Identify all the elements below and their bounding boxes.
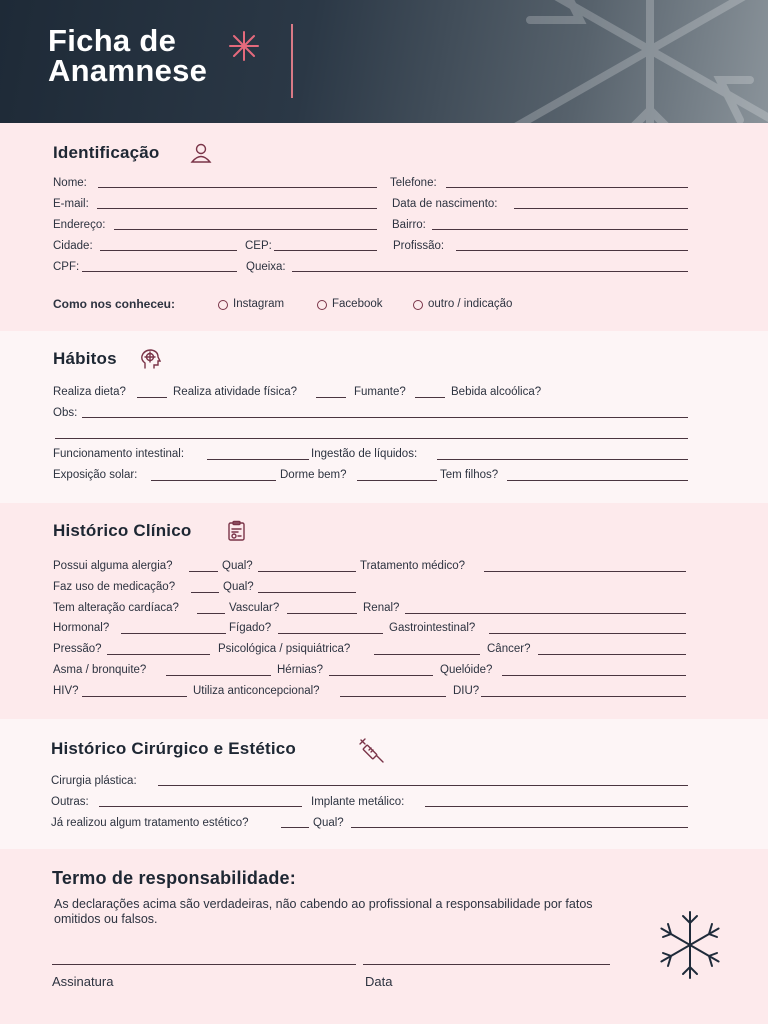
field-endereco[interactable] xyxy=(114,229,377,230)
field-dieta[interactable] xyxy=(137,397,167,398)
label-como-conheceu: Como nos conheceu: xyxy=(53,297,176,311)
label-hernias: Hérnias? xyxy=(277,664,324,676)
label-estetico: Já realizou algum tratamento estético? xyxy=(51,817,249,829)
label-dorme: Dorme bem? xyxy=(280,469,347,481)
head-brain-icon xyxy=(139,348,161,370)
label-liquidos: Ingestão de líquidos: xyxy=(311,448,418,460)
field-atividade[interactable] xyxy=(316,397,346,398)
label-queixa: Queixa: xyxy=(246,261,286,273)
field-hiv[interactable] xyxy=(82,696,187,697)
label-profissao: Profissão: xyxy=(393,240,445,252)
label-nascimento: Data de nascimento: xyxy=(392,198,498,210)
label-figado: Fígado? xyxy=(229,622,272,634)
field-renal[interactable] xyxy=(405,613,686,614)
field-tratamento[interactable] xyxy=(484,571,686,572)
label-qual-1: Qual? xyxy=(222,560,253,572)
section-title: Termo de responsabilidade: xyxy=(52,868,296,888)
label-atividade: Realiza atividade física? xyxy=(173,386,298,398)
label-bebida: Bebida alcoólica? xyxy=(451,386,542,398)
radio-outro[interactable] xyxy=(413,300,423,310)
field-telefone[interactable] xyxy=(446,187,688,188)
field-figado[interactable] xyxy=(278,633,383,634)
label-obs: Obs: xyxy=(53,407,78,419)
label-endereco: Endereço: xyxy=(53,219,106,231)
label-pressao: Pressão? xyxy=(53,643,102,655)
label-cpf: CPF: xyxy=(53,261,80,273)
label-fumante: Fumante? xyxy=(354,386,406,398)
field-medicacao[interactable] xyxy=(191,592,219,593)
field-bairro[interactable] xyxy=(432,229,688,230)
label-tratamento: Tratamento médico? xyxy=(360,560,466,572)
field-implante[interactable] xyxy=(425,806,688,807)
field-solar[interactable] xyxy=(151,480,276,481)
radio-instagram[interactable] xyxy=(218,300,228,310)
field-obs-2[interactable] xyxy=(55,438,688,439)
terms-text: As declarações acima são verdadeiras, não cabendo ao profissional a responsabilidade por fatos omitidos ou falsos. xyxy=(54,897,593,926)
clipboard-icon xyxy=(226,520,248,542)
title-line-2: Anamnese xyxy=(48,53,208,88)
field-cardiaca[interactable] xyxy=(197,613,225,614)
field-email[interactable] xyxy=(97,208,377,209)
label-qual-2: Qual? xyxy=(223,581,254,593)
field-cep[interactable] xyxy=(274,250,377,251)
field-qual-2[interactable] xyxy=(258,592,356,593)
field-queloide[interactable] xyxy=(502,675,686,676)
label-qual: Qual? xyxy=(313,817,344,829)
label-cancer: Câncer? xyxy=(487,643,531,655)
field-qual[interactable] xyxy=(351,827,688,828)
field-cpf[interactable] xyxy=(82,271,237,272)
label-renal: Renal? xyxy=(363,602,400,614)
option-outro: outro / indicação xyxy=(428,298,513,310)
label-cardiaca: Tem alteração cardíaca? xyxy=(53,602,179,614)
field-liquidos[interactable] xyxy=(437,459,688,460)
field-fumante[interactable] xyxy=(415,397,445,398)
title-divider xyxy=(291,24,293,98)
field-asma[interactable] xyxy=(166,675,271,676)
field-pressao[interactable] xyxy=(107,654,210,655)
asterisk-star-icon xyxy=(228,30,260,62)
syringe-icon xyxy=(358,737,386,765)
label-plastica: Cirurgia plástica: xyxy=(51,775,137,787)
snowflake-icon xyxy=(655,910,725,980)
field-vascular[interactable] xyxy=(287,613,357,614)
field-assinatura[interactable] xyxy=(52,964,356,965)
field-cidade[interactable] xyxy=(100,250,237,251)
label-telefone: Telefone: xyxy=(390,177,437,189)
field-qual-1[interactable] xyxy=(258,571,356,572)
field-filhos[interactable] xyxy=(507,480,688,481)
field-obs[interactable] xyxy=(82,417,688,418)
label-vascular: Vascular? xyxy=(229,602,280,614)
field-intestinal[interactable] xyxy=(207,459,309,460)
section-title: Hábitos xyxy=(53,349,117,368)
field-hormonal[interactable] xyxy=(121,633,226,634)
section-historico-cirurgico xyxy=(0,719,768,849)
snowflake-icon xyxy=(490,0,768,123)
label-nome: Nome: xyxy=(53,177,87,189)
label-filhos: Tem filhos? xyxy=(440,469,499,481)
field-nome[interactable] xyxy=(98,187,377,188)
field-gastro[interactable] xyxy=(489,633,686,634)
label-data: Data xyxy=(365,974,393,989)
label-intestinal: Funcionamento intestinal: xyxy=(53,448,185,460)
header-banner xyxy=(0,0,768,123)
label-anticoncepcional: Utiliza anticoncepcional? xyxy=(193,685,320,697)
field-data[interactable] xyxy=(363,964,610,965)
field-hernias[interactable] xyxy=(329,675,433,676)
field-dorme[interactable] xyxy=(357,480,437,481)
field-outras[interactable] xyxy=(99,806,302,807)
title-line-1: Ficha de xyxy=(48,23,177,58)
person-icon xyxy=(190,142,212,164)
field-plastica[interactable] xyxy=(158,785,688,786)
label-hormonal: Hormonal? xyxy=(53,622,110,634)
label-cep: CEP: xyxy=(245,240,272,252)
section-title: Identificação xyxy=(53,143,160,162)
field-nascimento[interactable] xyxy=(514,208,688,209)
field-estetico[interactable] xyxy=(281,827,309,828)
field-anticoncepcional[interactable] xyxy=(340,696,446,697)
option-facebook: Facebook xyxy=(332,298,383,310)
label-implante: Implante metálico: xyxy=(311,796,405,808)
label-psico: Psicológica / psiquiátrica? xyxy=(218,643,351,655)
label-cidade: Cidade: xyxy=(53,240,93,252)
label-medicacao: Faz uso de medicação? xyxy=(53,581,176,593)
page-title xyxy=(48,23,208,88)
field-psico[interactable] xyxy=(374,654,480,655)
label-hiv: HIV? xyxy=(53,685,79,697)
label-diu: DIU? xyxy=(453,685,480,697)
section-habitos xyxy=(0,331,768,503)
field-queixa[interactable] xyxy=(292,271,688,272)
field-profissao[interactable] xyxy=(456,250,688,251)
label-bairro: Bairro: xyxy=(392,219,426,231)
section-title: Histórico Cirúrgico e Estético xyxy=(51,739,296,758)
label-gastro: Gastrointestinal? xyxy=(389,622,476,634)
label-asma: Asma / bronquite? xyxy=(53,664,147,676)
label-queloide: Quelóide? xyxy=(440,664,493,676)
label-alergia: Possui alguma alergia? xyxy=(53,560,173,572)
option-instagram: Instagram xyxy=(233,298,285,310)
field-alergia[interactable] xyxy=(189,571,218,572)
field-diu[interactable] xyxy=(481,696,686,697)
radio-facebook[interactable] xyxy=(317,300,327,310)
label-dieta: Realiza dieta? xyxy=(53,386,126,398)
label-solar: Exposição solar: xyxy=(53,469,138,481)
label-assinatura: Assinatura xyxy=(52,974,114,989)
field-cancer[interactable] xyxy=(538,654,686,655)
section-identificacao xyxy=(0,123,768,331)
section-title: Histórico Clínico xyxy=(53,521,192,540)
label-email: E-mail: xyxy=(53,198,89,210)
label-outras: Outras: xyxy=(51,796,89,808)
section-historico-clinico xyxy=(0,503,768,719)
